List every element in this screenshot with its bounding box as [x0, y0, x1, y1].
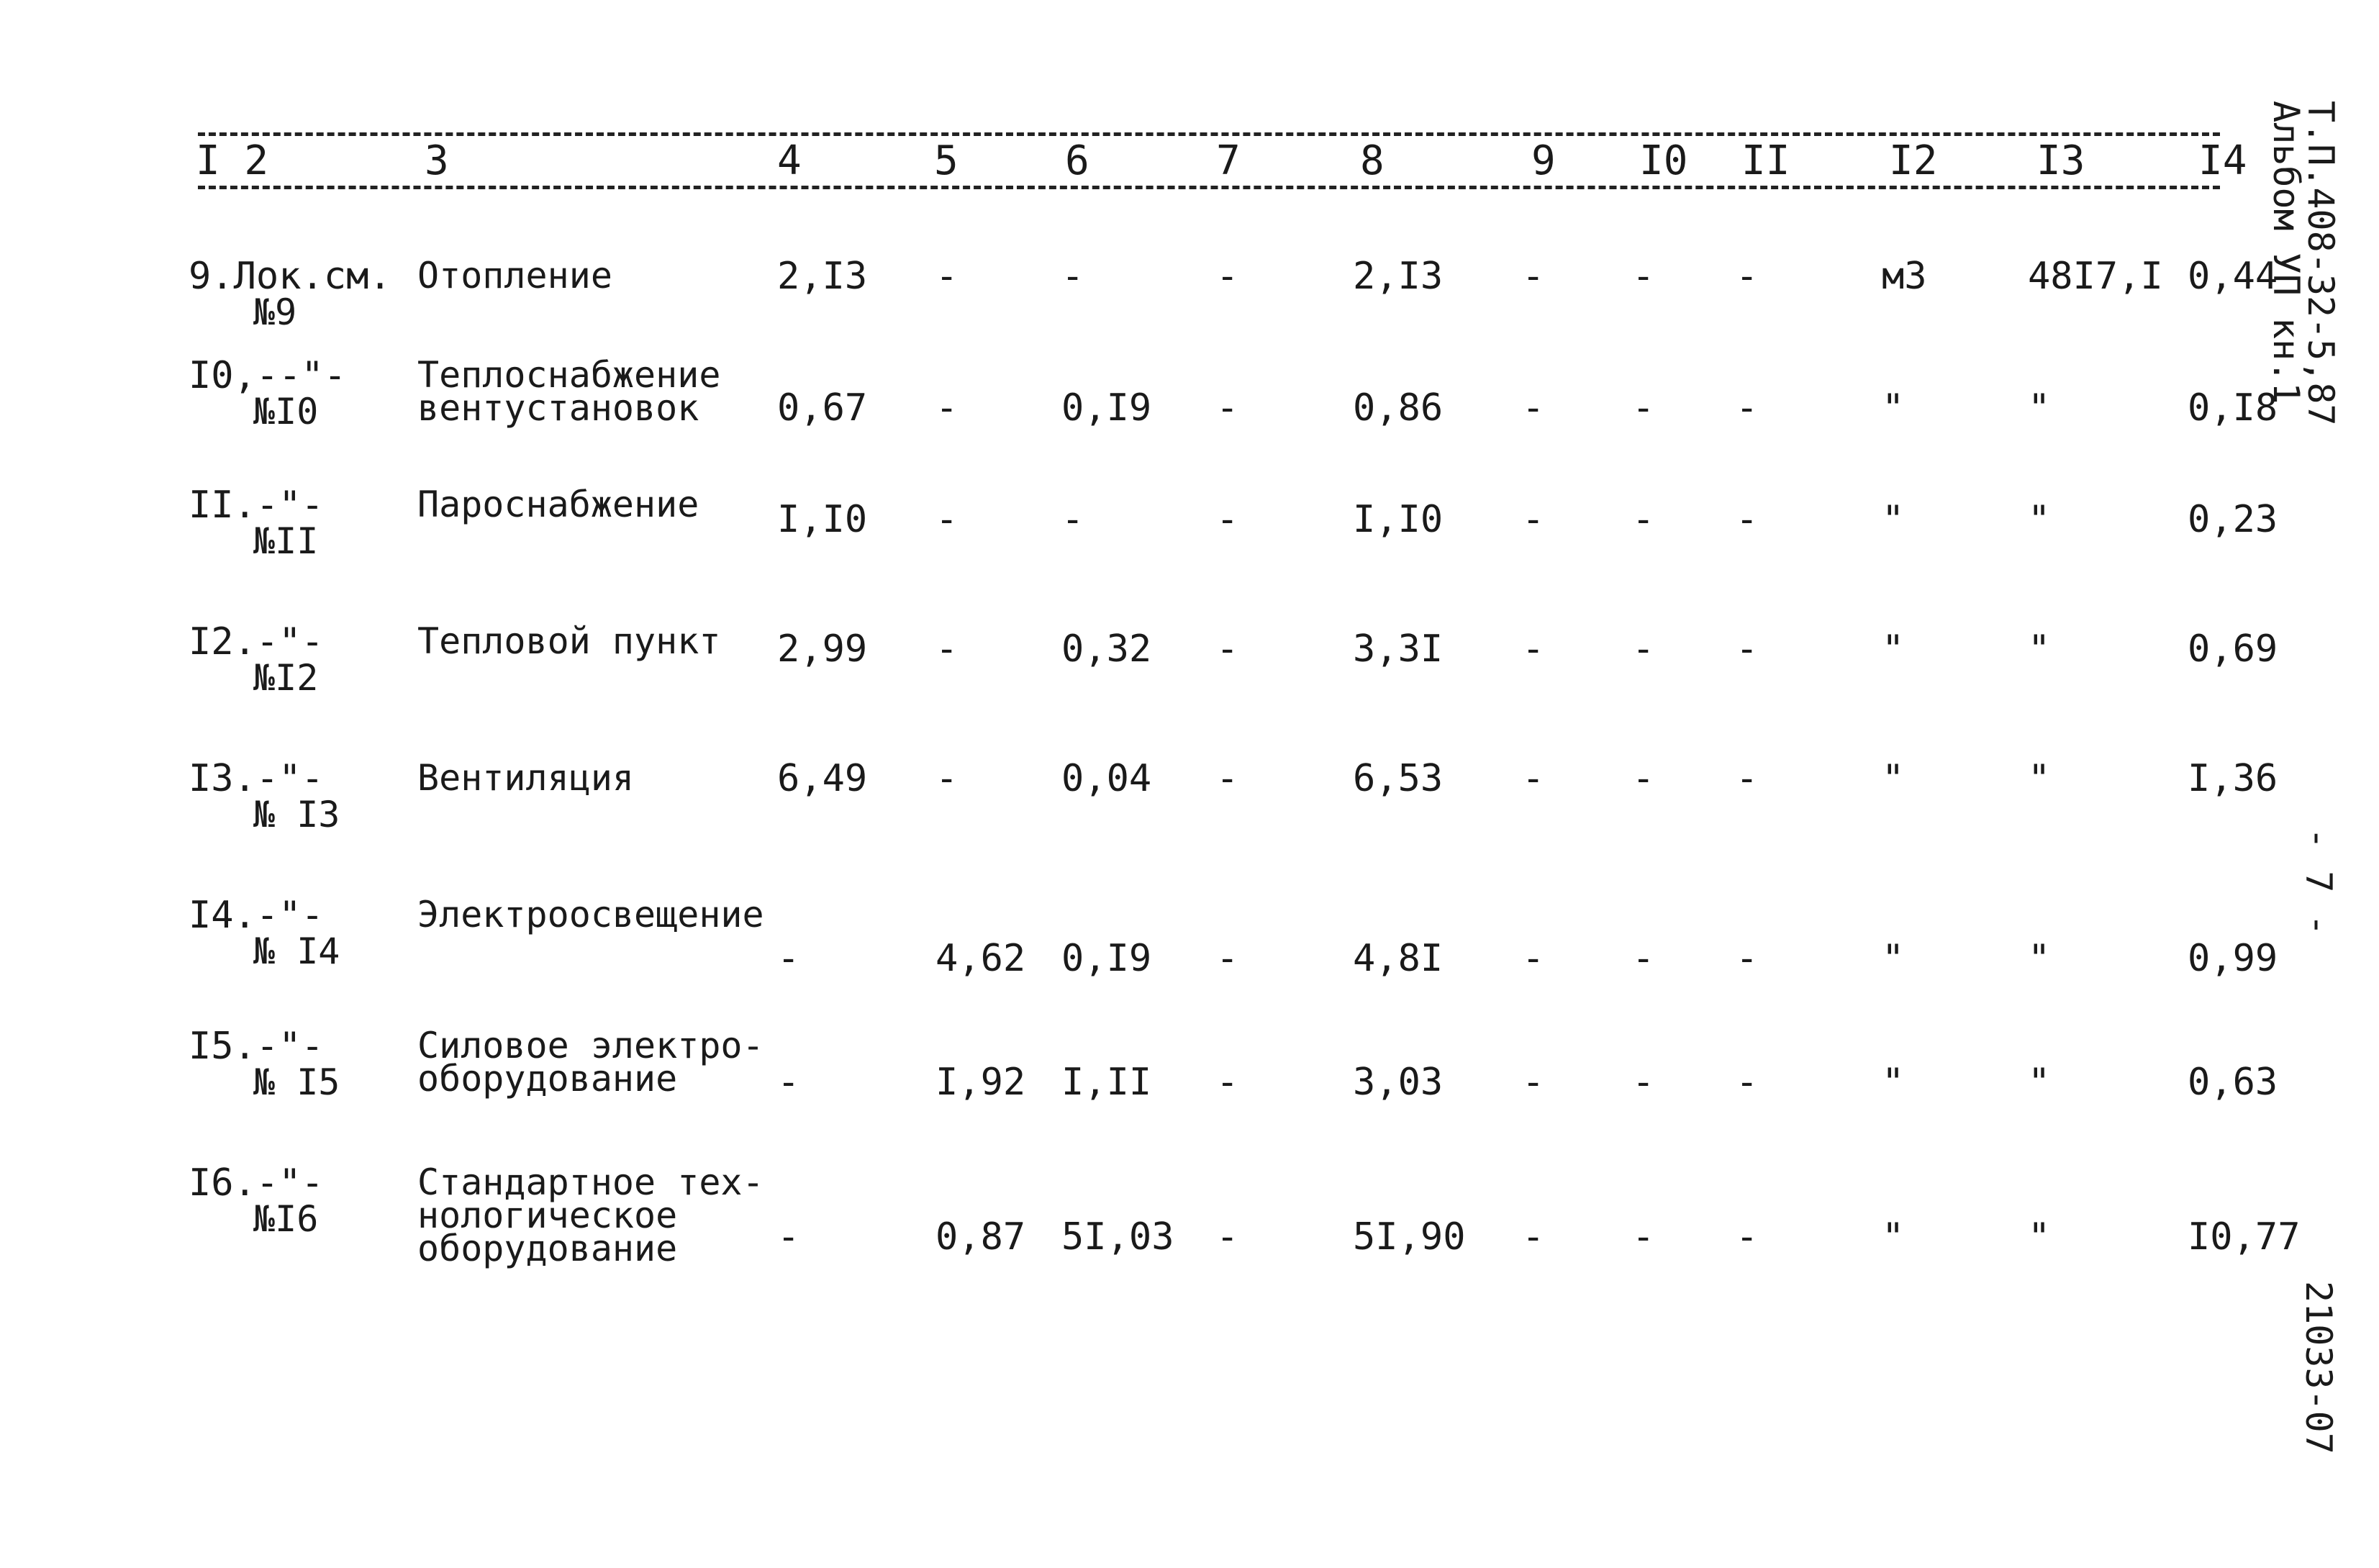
cell-c4: I,I0 — [777, 498, 868, 541]
work-name — [417, 894, 764, 935]
table-row — [0, 757, 2379, 891]
cell-c9: - — [1522, 1061, 1545, 1104]
cell-c8: I,I0 — [1353, 498, 1444, 541]
cell-c9: - — [1522, 937, 1545, 980]
cell-c11: - — [1736, 1061, 1759, 1104]
cell-c5: - — [935, 757, 959, 800]
work-name-line: Стандартное тех- — [417, 1161, 764, 1203]
cell-c5: - — [935, 386, 959, 430]
estimate-reference: № I5 — [253, 1061, 340, 1103]
column-header: I3 — [2036, 137, 2085, 184]
cell-c11: - — [1736, 1215, 1759, 1259]
estimate-reference: № I4 — [253, 930, 340, 972]
margin-album-volume: Альбом УП кн.1 — [2265, 101, 2307, 404]
cell-c9: - — [1522, 1215, 1545, 1259]
cell-c6: 0,I9 — [1061, 937, 1152, 980]
estimate-reference: №I2 — [253, 657, 319, 699]
work-name-line: Тепловой пункт — [417, 620, 721, 662]
cell-c4: - — [777, 1061, 800, 1104]
cell-c7: - — [1216, 627, 1239, 671]
column-header: 6 — [1065, 137, 1089, 184]
work-name — [417, 620, 721, 662]
cell-c9: - — [1522, 255, 1545, 298]
row-number: II.-"- — [189, 484, 324, 527]
table-row — [0, 1025, 2379, 1159]
row-number: I6.-"- — [189, 1161, 324, 1205]
cell-c11: - — [1736, 386, 1759, 430]
cell-c14: 0,99 — [2188, 937, 2278, 980]
header-bottom-rule — [198, 186, 2220, 189]
cell-c4: 0,67 — [777, 386, 868, 430]
cell-c8: 3,03 — [1353, 1061, 1444, 1104]
cell-c8: 0,86 — [1353, 386, 1444, 430]
cell-c5: - — [935, 627, 959, 671]
row-number: 9.Лок.см. — [189, 255, 391, 298]
cell-c14: I,36 — [2188, 757, 2278, 800]
cell-c5: I,92 — [935, 1061, 1026, 1104]
work-name-line: Электроосвещение — [417, 894, 764, 935]
cell-c13: " — [2028, 937, 2051, 980]
work-name-line: Пароснабжение — [417, 484, 699, 525]
cell-c7: - — [1216, 255, 1239, 298]
cell-c8: 3,3I — [1353, 627, 1444, 671]
column-header: 7 — [1216, 137, 1241, 184]
cell-c4: - — [777, 937, 800, 980]
cell-c12: " — [1882, 757, 1905, 800]
work-name — [417, 757, 635, 799]
row-number: I2.-"- — [189, 620, 324, 663]
cell-c11: - — [1736, 757, 1759, 800]
cell-c12: " — [1882, 1061, 1905, 1104]
cell-c6: 0,32 — [1061, 627, 1152, 671]
cell-c11: - — [1736, 627, 1759, 671]
cell-c5: - — [935, 498, 959, 541]
cell-c14: 0,63 — [2188, 1061, 2278, 1104]
row-number: I0,--"- — [189, 354, 347, 397]
work-name — [417, 354, 721, 429]
cell-c13: " — [2028, 1061, 2051, 1104]
cell-c10: - — [1632, 1061, 1655, 1104]
work-name — [417, 484, 699, 525]
cell-c13: 48I7,I — [2028, 255, 2163, 298]
cell-c5: - — [935, 255, 959, 298]
table-row — [0, 1161, 2379, 1295]
cell-c13: " — [2028, 386, 2051, 430]
cell-c10: - — [1632, 757, 1655, 800]
margin-page-number: - 7 - — [2298, 828, 2339, 936]
header-top-rule — [198, 132, 2220, 136]
cell-c14: I0,77 — [2188, 1215, 2301, 1259]
cell-c13: " — [2028, 1215, 2051, 1259]
cell-c8: 5I,90 — [1353, 1215, 1466, 1259]
cell-c7: - — [1216, 386, 1239, 430]
cell-c6: 0,04 — [1061, 757, 1152, 800]
work-name — [417, 255, 612, 296]
cell-c10: - — [1632, 627, 1655, 671]
cell-c14: 0,I8 — [2188, 386, 2278, 430]
cell-c4: 2,I3 — [777, 255, 868, 298]
cell-c10: - — [1632, 498, 1655, 541]
work-name-line: Отопление — [417, 255, 612, 296]
column-header: I2 — [1889, 137, 1938, 184]
cell-c4: 6,49 — [777, 757, 868, 800]
cell-c8: 2,I3 — [1353, 255, 1444, 298]
work-name-line: Силовое электро- — [417, 1025, 764, 1066]
row-number: I5.-"- — [189, 1025, 324, 1068]
column-header: 8 — [1360, 137, 1385, 184]
cell-c14: 0,23 — [2188, 498, 2278, 541]
column-header: II — [1741, 137, 1790, 184]
cell-c14: 0,69 — [2188, 627, 2278, 671]
row-number: I4.-"- — [189, 894, 324, 937]
cell-c5: 0,87 — [935, 1215, 1026, 1259]
cell-c12: м3 — [1882, 255, 1927, 298]
cell-c12: " — [1882, 627, 1905, 671]
column-header: I4 — [2198, 137, 2247, 184]
margin-album-code: Т.П.408-32-5,87 — [2300, 101, 2342, 426]
estimate-reference: №I6 — [253, 1198, 319, 1240]
table-row — [0, 354, 2379, 488]
estimate-reference: №I0 — [253, 391, 319, 432]
cell-c11: - — [1736, 498, 1759, 541]
cell-c12: " — [1882, 1215, 1905, 1259]
row-number: I3.-"- — [189, 757, 324, 800]
cell-c10: - — [1632, 255, 1655, 298]
work-name-line: нологическое — [417, 1195, 678, 1236]
cell-c6: 0,I9 — [1061, 386, 1152, 430]
cell-c10: - — [1632, 1215, 1655, 1259]
cell-c9: - — [1522, 627, 1545, 671]
column-header: 4 — [777, 137, 802, 184]
cell-c13: " — [2028, 627, 2051, 671]
margin-sheet-code: 21033-07 — [2298, 1281, 2339, 1454]
work-name-line: Теплоснабжение — [417, 354, 721, 396]
column-header: I 2 — [196, 137, 269, 184]
cell-c4: - — [777, 1215, 800, 1259]
cell-c9: - — [1522, 498, 1545, 541]
cell-c12: " — [1882, 386, 1905, 430]
cell-c14: 0,44 — [2188, 255, 2278, 298]
cell-c7: - — [1216, 498, 1239, 541]
cell-c6: I,II — [1061, 1061, 1152, 1104]
work-name — [417, 1161, 764, 1269]
cell-c5: 4,62 — [935, 937, 1026, 980]
cell-c10: - — [1632, 937, 1655, 980]
cell-c7: - — [1216, 1215, 1239, 1259]
work-name-line: оборудование — [417, 1228, 678, 1269]
table-row — [0, 484, 2379, 617]
cell-c6: 5I,03 — [1061, 1215, 1174, 1259]
cell-c9: - — [1522, 757, 1545, 800]
estimate-reference: № I3 — [253, 794, 340, 835]
cell-c8: 4,8I — [1353, 937, 1444, 980]
work-name-line: оборудование — [417, 1058, 678, 1100]
work-name-line: Вентиляция — [417, 757, 635, 799]
cell-c11: - — [1736, 255, 1759, 298]
estimate-reference: №II — [253, 520, 319, 562]
work-name — [417, 1025, 764, 1100]
cell-c13: " — [2028, 757, 2051, 800]
cell-c4: 2,99 — [777, 627, 868, 671]
cell-c13: " — [2028, 498, 2051, 541]
cell-c6: - — [1061, 498, 1084, 541]
table-row — [0, 894, 2379, 1028]
cell-c9: - — [1522, 386, 1545, 430]
cell-c6: - — [1061, 255, 1084, 298]
table-row — [0, 620, 2379, 754]
work-name-line: вентустановок — [417, 387, 699, 429]
cell-c7: - — [1216, 1061, 1239, 1104]
column-header: 9 — [1531, 137, 1556, 184]
cell-c12: " — [1882, 937, 1905, 980]
cell-c7: - — [1216, 757, 1239, 800]
column-header: 5 — [934, 137, 959, 184]
cell-c8: 6,53 — [1353, 757, 1444, 800]
estimate-reference: №9 — [253, 291, 297, 333]
column-header: 3 — [425, 137, 449, 184]
column-header: I0 — [1639, 137, 1688, 184]
cell-c11: - — [1736, 937, 1759, 980]
cell-c12: " — [1882, 498, 1905, 541]
cell-c10: - — [1632, 386, 1655, 430]
cell-c7: - — [1216, 937, 1239, 980]
